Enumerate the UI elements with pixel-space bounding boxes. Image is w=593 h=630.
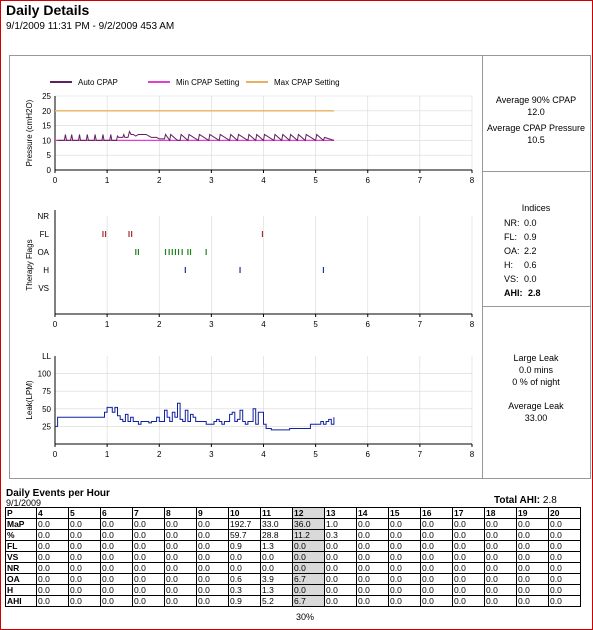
events-cell: 0.0: [453, 563, 485, 574]
events-cell: 0.0: [549, 574, 581, 585]
events-cell: 0.0: [357, 585, 389, 596]
charts-panel: [9, 55, 483, 479]
events-cell: 0.0: [261, 563, 293, 574]
leak-y-tick-label: 100: [37, 369, 51, 379]
events-cell: 0.0: [69, 541, 101, 552]
pressure-y-tick-label: 5: [46, 151, 51, 161]
avg-leak-label: Average Leak: [508, 401, 564, 411]
leak-x-tick-label: 1: [104, 450, 110, 459]
events-cell: 0.0: [421, 596, 453, 607]
events-cell: 0.0: [549, 585, 581, 596]
events-cell: 0.0: [165, 541, 197, 552]
events-cell: 0.0: [389, 541, 421, 552]
flags-category-label: NR: [37, 212, 49, 221]
events-cell: 0.0: [37, 530, 69, 541]
events-cell: 20: [549, 508, 581, 519]
events-row-label: P: [6, 508, 37, 519]
events-cell: 0.0: [69, 552, 101, 563]
events-cell: 0.0: [165, 519, 197, 530]
events-cell: 0.0: [133, 541, 165, 552]
avg-pressure-label: Average CPAP Pressure: [486, 123, 586, 133]
events-row-label: AHI: [6, 596, 37, 607]
events-cell: 0.0: [453, 585, 485, 596]
events-title: Daily Events per Hour: [6, 488, 110, 499]
events-row-label: H: [6, 585, 37, 596]
index-label: FL:: [504, 232, 518, 242]
events-cell: 13: [325, 508, 357, 519]
events-cell: 0.0: [293, 541, 325, 552]
events-cell: 33.0: [261, 519, 293, 530]
events-row-label: %: [6, 530, 37, 541]
events-row: [6, 563, 581, 574]
events-cell: 0.0: [133, 563, 165, 574]
avg90-value: 12.0: [527, 107, 545, 117]
events-cell: 0.0: [421, 541, 453, 552]
total-ahi: [494, 495, 557, 506]
events-cell: 0.0: [453, 530, 485, 541]
index-value: 0.6: [524, 260, 537, 270]
indices-list: [504, 216, 590, 300]
events-cell: 6: [101, 508, 133, 519]
events-cell: 0.0: [165, 530, 197, 541]
avg-leak-value: 33.00: [524, 413, 548, 423]
events-cell: 0.0: [197, 552, 229, 563]
events-cell: 5: [69, 508, 101, 519]
events-cell: 0.0: [357, 596, 389, 607]
events-date: 9/1/2009: [6, 498, 42, 508]
pressure-x-tick-label: 2: [157, 176, 162, 185]
index-row-h: [504, 258, 590, 272]
pressure-stats-panel: [482, 55, 591, 172]
events-cell: 17: [453, 508, 485, 519]
events-cell: 12: [293, 508, 325, 519]
events-row-label: NR: [6, 563, 37, 574]
events-cell: 0.0: [325, 541, 357, 552]
total-ahi-value: 2.8: [542, 495, 557, 506]
events-cell: 0.0: [549, 552, 581, 563]
indices-title: Indices: [521, 203, 551, 213]
events-cell: 0.0: [389, 552, 421, 563]
index-value: 0.0: [524, 218, 537, 228]
events-cell: 0.0: [101, 563, 133, 574]
index-label: VS:: [504, 274, 519, 284]
index-label: OA:: [504, 246, 520, 256]
pressure-y-label: Pressure (cmH2O): [25, 99, 34, 167]
events-cell: 0.0: [37, 563, 69, 574]
events-cell: 0.0: [485, 574, 517, 585]
pressure-series-line: [58, 132, 334, 141]
indices-panel: [482, 171, 591, 307]
pressure-y-tick-label: 10: [42, 136, 51, 146]
pressure-y-tick-label: 25: [42, 92, 51, 101]
leak-x-tick-label: 6: [365, 450, 370, 459]
large-leak-mins: 0.0 mins: [518, 365, 553, 375]
leak-stats-panel: [482, 306, 591, 479]
events-cell: 0.0: [421, 563, 453, 574]
index-value: 2.2: [524, 246, 537, 256]
events-cell: 0.0: [37, 574, 69, 585]
events-cell: 0.0: [549, 563, 581, 574]
pressure-y-tick-label: 20: [42, 106, 51, 116]
events-cell: 0.0: [101, 530, 133, 541]
flags-x-tick-label: 6: [365, 320, 370, 329]
events-cell: 0.0: [357, 541, 389, 552]
events-cell: 0.0: [389, 585, 421, 596]
events-row: [6, 530, 581, 541]
events-cell: 0.0: [485, 596, 517, 607]
events-cell: 0.0: [197, 530, 229, 541]
events-cell: 0.0: [357, 519, 389, 530]
events-cell: 0.0: [229, 563, 261, 574]
events-cell: 0.0: [133, 552, 165, 563]
events-cell: 0.0: [421, 585, 453, 596]
events-cell: 59.7: [229, 530, 261, 541]
events-table: [5, 507, 581, 607]
events-cell: 1.3: [261, 541, 293, 552]
total-ahi-label: Total AHI:: [494, 495, 541, 506]
flags-x-tick-label: 8: [469, 320, 475, 329]
pressure-x-tick-label: 7: [417, 176, 423, 185]
events-cell: 0.0: [69, 519, 101, 530]
events-cell: 0.0: [485, 552, 517, 563]
leak-top-label: LL: [42, 352, 51, 361]
date-range: 9/1/2009 11:31 PM - 9/2/2009 453 AM: [6, 21, 175, 32]
events-cell: 1.0: [325, 519, 357, 530]
leak-y-label: Leak(LPM): [25, 380, 34, 420]
avg90-label: Average 90% CPAP: [495, 95, 577, 105]
events-cell: 0.0: [165, 552, 197, 563]
events-cell: 0.0: [517, 574, 549, 585]
events-cell: 11.2: [293, 530, 325, 541]
pressure-x-tick-label: 5: [313, 176, 318, 185]
index-row-vs: [504, 272, 590, 286]
large-leak-label: Large Leak: [513, 353, 559, 363]
leak-x-tick-label: 0: [52, 450, 58, 459]
events-cell: 0.0: [549, 519, 581, 530]
events-cell: 0.0: [389, 530, 421, 541]
events-cell: 3.9: [261, 574, 293, 585]
events-cell: 0.0: [517, 519, 549, 530]
events-cell: 0.0: [549, 530, 581, 541]
events-cell: 5.2: [261, 596, 293, 607]
events-cell: 0.9: [229, 541, 261, 552]
flags-x-tick-label: 7: [417, 320, 423, 329]
events-cell: 0.0: [101, 519, 133, 530]
events-cell: 0.0: [389, 596, 421, 607]
events-cell: 0.0: [517, 541, 549, 552]
events-cell: 0.0: [69, 596, 101, 607]
events-cell: 0.0: [389, 519, 421, 530]
leak-x-tick-label: 2: [157, 450, 162, 459]
events-cell: 0.0: [453, 596, 485, 607]
events-cell: 0.0: [37, 585, 69, 596]
events-row: [6, 596, 581, 607]
events-cell: 0.0: [293, 563, 325, 574]
events-cell: 0.0: [453, 574, 485, 585]
events-cell: 0.3: [325, 530, 357, 541]
events-cell: 0.0: [69, 530, 101, 541]
events-cell: 1.3: [261, 585, 293, 596]
pressure-x-tick-label: 8: [469, 176, 475, 185]
legend-label: Auto CPAP: [78, 78, 118, 87]
events-cell: 16: [421, 508, 453, 519]
leak-x-tick-label: 8: [469, 450, 475, 459]
flags-category-label: VS: [38, 284, 49, 293]
index-value: 0.0: [524, 274, 537, 284]
flags-x-tick-label: 5: [313, 320, 318, 329]
events-cell: 0.0: [325, 563, 357, 574]
events-cell: 0.0: [197, 563, 229, 574]
events-header-row: [6, 508, 581, 519]
pressure-x-tick-label: 4: [261, 176, 266, 185]
flags-y-label: Therapy Flags: [25, 239, 34, 291]
events-cell: 0.0: [293, 585, 325, 596]
events-cell: 0.0: [421, 519, 453, 530]
events-cell: 0.0: [549, 596, 581, 607]
events-cell: 0.0: [421, 530, 453, 541]
events-cell: 0.0: [421, 552, 453, 563]
events-cell: 0.0: [485, 563, 517, 574]
leak-y-tick-label: 75: [42, 387, 51, 397]
events-cell: 0.0: [37, 519, 69, 530]
events-cell: 0.0: [325, 574, 357, 585]
events-row: [6, 519, 581, 530]
leak-series-line: [55, 403, 334, 430]
events-row-label: VS: [6, 552, 37, 563]
events-cell: 0.0: [357, 530, 389, 541]
index-value: 0.9: [524, 232, 537, 242]
flags-x-tick-label: 0: [52, 320, 58, 329]
events-cell: 0.0: [69, 574, 101, 585]
events-cell: 0.0: [517, 530, 549, 541]
leak-y-tick-label: 50: [42, 404, 51, 414]
events-cell: 0.0: [485, 585, 517, 596]
events-cell: 0.0: [517, 585, 549, 596]
index-label: H:: [504, 260, 513, 270]
events-cell: 0.0: [453, 519, 485, 530]
events-cell: 0.0: [325, 585, 357, 596]
events-cell: 0.0: [517, 596, 549, 607]
avg-pressure-value: 10.5: [527, 135, 545, 145]
events-cell: 36.0: [293, 519, 325, 530]
events-cell: 0.0: [37, 552, 69, 563]
events-cell: 0.0: [229, 552, 261, 563]
events-cell: 18: [485, 508, 517, 519]
events-row-label: MaP: [6, 519, 37, 530]
events-cell: 0.0: [485, 519, 517, 530]
events-cell: 0.0: [165, 563, 197, 574]
pressure-x-tick-label: 3: [209, 176, 214, 185]
events-cell: 8: [165, 508, 197, 519]
events-cell: 6.7: [293, 596, 325, 607]
flags-category-label: FL: [39, 230, 49, 239]
events-cell: 10: [229, 508, 261, 519]
events-cell: 0.0: [485, 530, 517, 541]
events-cell: 192.7: [229, 519, 261, 530]
flags-category-label: H: [43, 266, 49, 275]
events-cell: 9: [197, 508, 229, 519]
leak-y-tick-label: 25: [42, 422, 51, 432]
events-cell: 0.0: [37, 541, 69, 552]
events-cell: 0.0: [101, 585, 133, 596]
index-row-oa: [504, 244, 590, 258]
events-row-label: OA: [6, 574, 37, 585]
events-cell: 0.0: [197, 585, 229, 596]
events-cell: 0.3: [229, 585, 261, 596]
events-row: [6, 574, 581, 585]
events-row: [6, 552, 581, 563]
events-cell: 0.9: [229, 596, 261, 607]
leak-x-tick-label: 7: [417, 450, 423, 459]
legend-label: Min CPAP Setting: [176, 78, 240, 87]
events-cell: 0.0: [101, 541, 133, 552]
events-cell: 0.0: [133, 596, 165, 607]
events-cell: 0.0: [197, 574, 229, 585]
pressure-x-tick-label: 6: [365, 176, 370, 185]
events-cell: 0.0: [133, 574, 165, 585]
index-row-nr: [504, 216, 590, 230]
events-cell: 28.8: [261, 530, 293, 541]
index-row-ahi: [504, 286, 590, 300]
index-value: 2.8: [528, 288, 541, 298]
index-label: AHI:: [504, 288, 523, 298]
legend-label: Max CPAP Setting: [274, 78, 340, 87]
events-cell: 11: [261, 508, 293, 519]
events-cell: 0.0: [69, 585, 101, 596]
pressure-y-tick-label: 0: [46, 166, 51, 175]
charts-svg: [10, 56, 482, 478]
flags-x-tick-label: 4: [261, 320, 266, 329]
events-cell: 0.0: [549, 541, 581, 552]
events-cell: 0.0: [133, 519, 165, 530]
leak-x-tick-label: 4: [261, 450, 266, 459]
events-cell: 0.0: [389, 563, 421, 574]
events-cell: 7: [133, 508, 165, 519]
events-cell: 19: [517, 508, 549, 519]
events-cell: 0.0: [357, 574, 389, 585]
index-row-fl: [504, 230, 590, 244]
events-cell: 0.0: [197, 596, 229, 607]
events-row: [6, 541, 581, 552]
pressure-x-tick-label: 1: [104, 176, 110, 185]
events-cell: 0.0: [197, 519, 229, 530]
page-title: Daily Details: [6, 2, 90, 18]
flags-x-tick-label: 1: [104, 320, 110, 329]
leak-x-tick-label: 5: [313, 450, 318, 459]
flags-x-tick-label: 3: [209, 320, 214, 329]
events-cell: 0.0: [37, 596, 69, 607]
events-cell: 0.6: [229, 574, 261, 585]
events-cell: 0.0: [325, 596, 357, 607]
events-cell: 6.7: [293, 574, 325, 585]
flags-x-tick-label: 2: [157, 320, 162, 329]
events-cell: 4: [37, 508, 69, 519]
events-cell: 0.0: [101, 574, 133, 585]
events-cell: 0.0: [261, 552, 293, 563]
leak-x-tick-label: 3: [209, 450, 214, 459]
events-cell: 0.0: [389, 574, 421, 585]
large-leak-pct: 0 % of night: [512, 377, 560, 387]
events-cell: 0.0: [357, 563, 389, 574]
events-cell: 0.0: [485, 541, 517, 552]
pressure-x-tick-label: 0: [52, 176, 58, 185]
index-label: NR:: [504, 218, 520, 228]
events-cell: 0.0: [69, 563, 101, 574]
events-cell: 0.0: [357, 552, 389, 563]
events-cell: 0.0: [165, 596, 197, 607]
events-cell: 14: [357, 508, 389, 519]
events-cell: 0.0: [293, 552, 325, 563]
events-row: [6, 585, 581, 596]
events-cell: 0.0: [453, 541, 485, 552]
events-cell: 0.0: [165, 574, 197, 585]
events-cell: 0.0: [517, 552, 549, 563]
events-cell: 0.0: [197, 541, 229, 552]
events-row-label: FL: [6, 541, 37, 552]
highlight-percent: 30%: [296, 612, 315, 622]
flags-category-label: OA: [37, 248, 49, 257]
events-cell: 0.0: [325, 552, 357, 563]
events-cell: 15: [389, 508, 421, 519]
events-cell: 0.0: [453, 552, 485, 563]
events-cell: 0.0: [133, 530, 165, 541]
pressure-y-tick-label: 15: [42, 121, 51, 131]
events-cell: 0.0: [101, 552, 133, 563]
events-cell: 0.0: [133, 585, 165, 596]
events-cell: 0.0: [101, 596, 133, 607]
events-cell: 0.0: [421, 574, 453, 585]
events-cell: 0.0: [517, 563, 549, 574]
events-cell: 0.0: [165, 585, 197, 596]
